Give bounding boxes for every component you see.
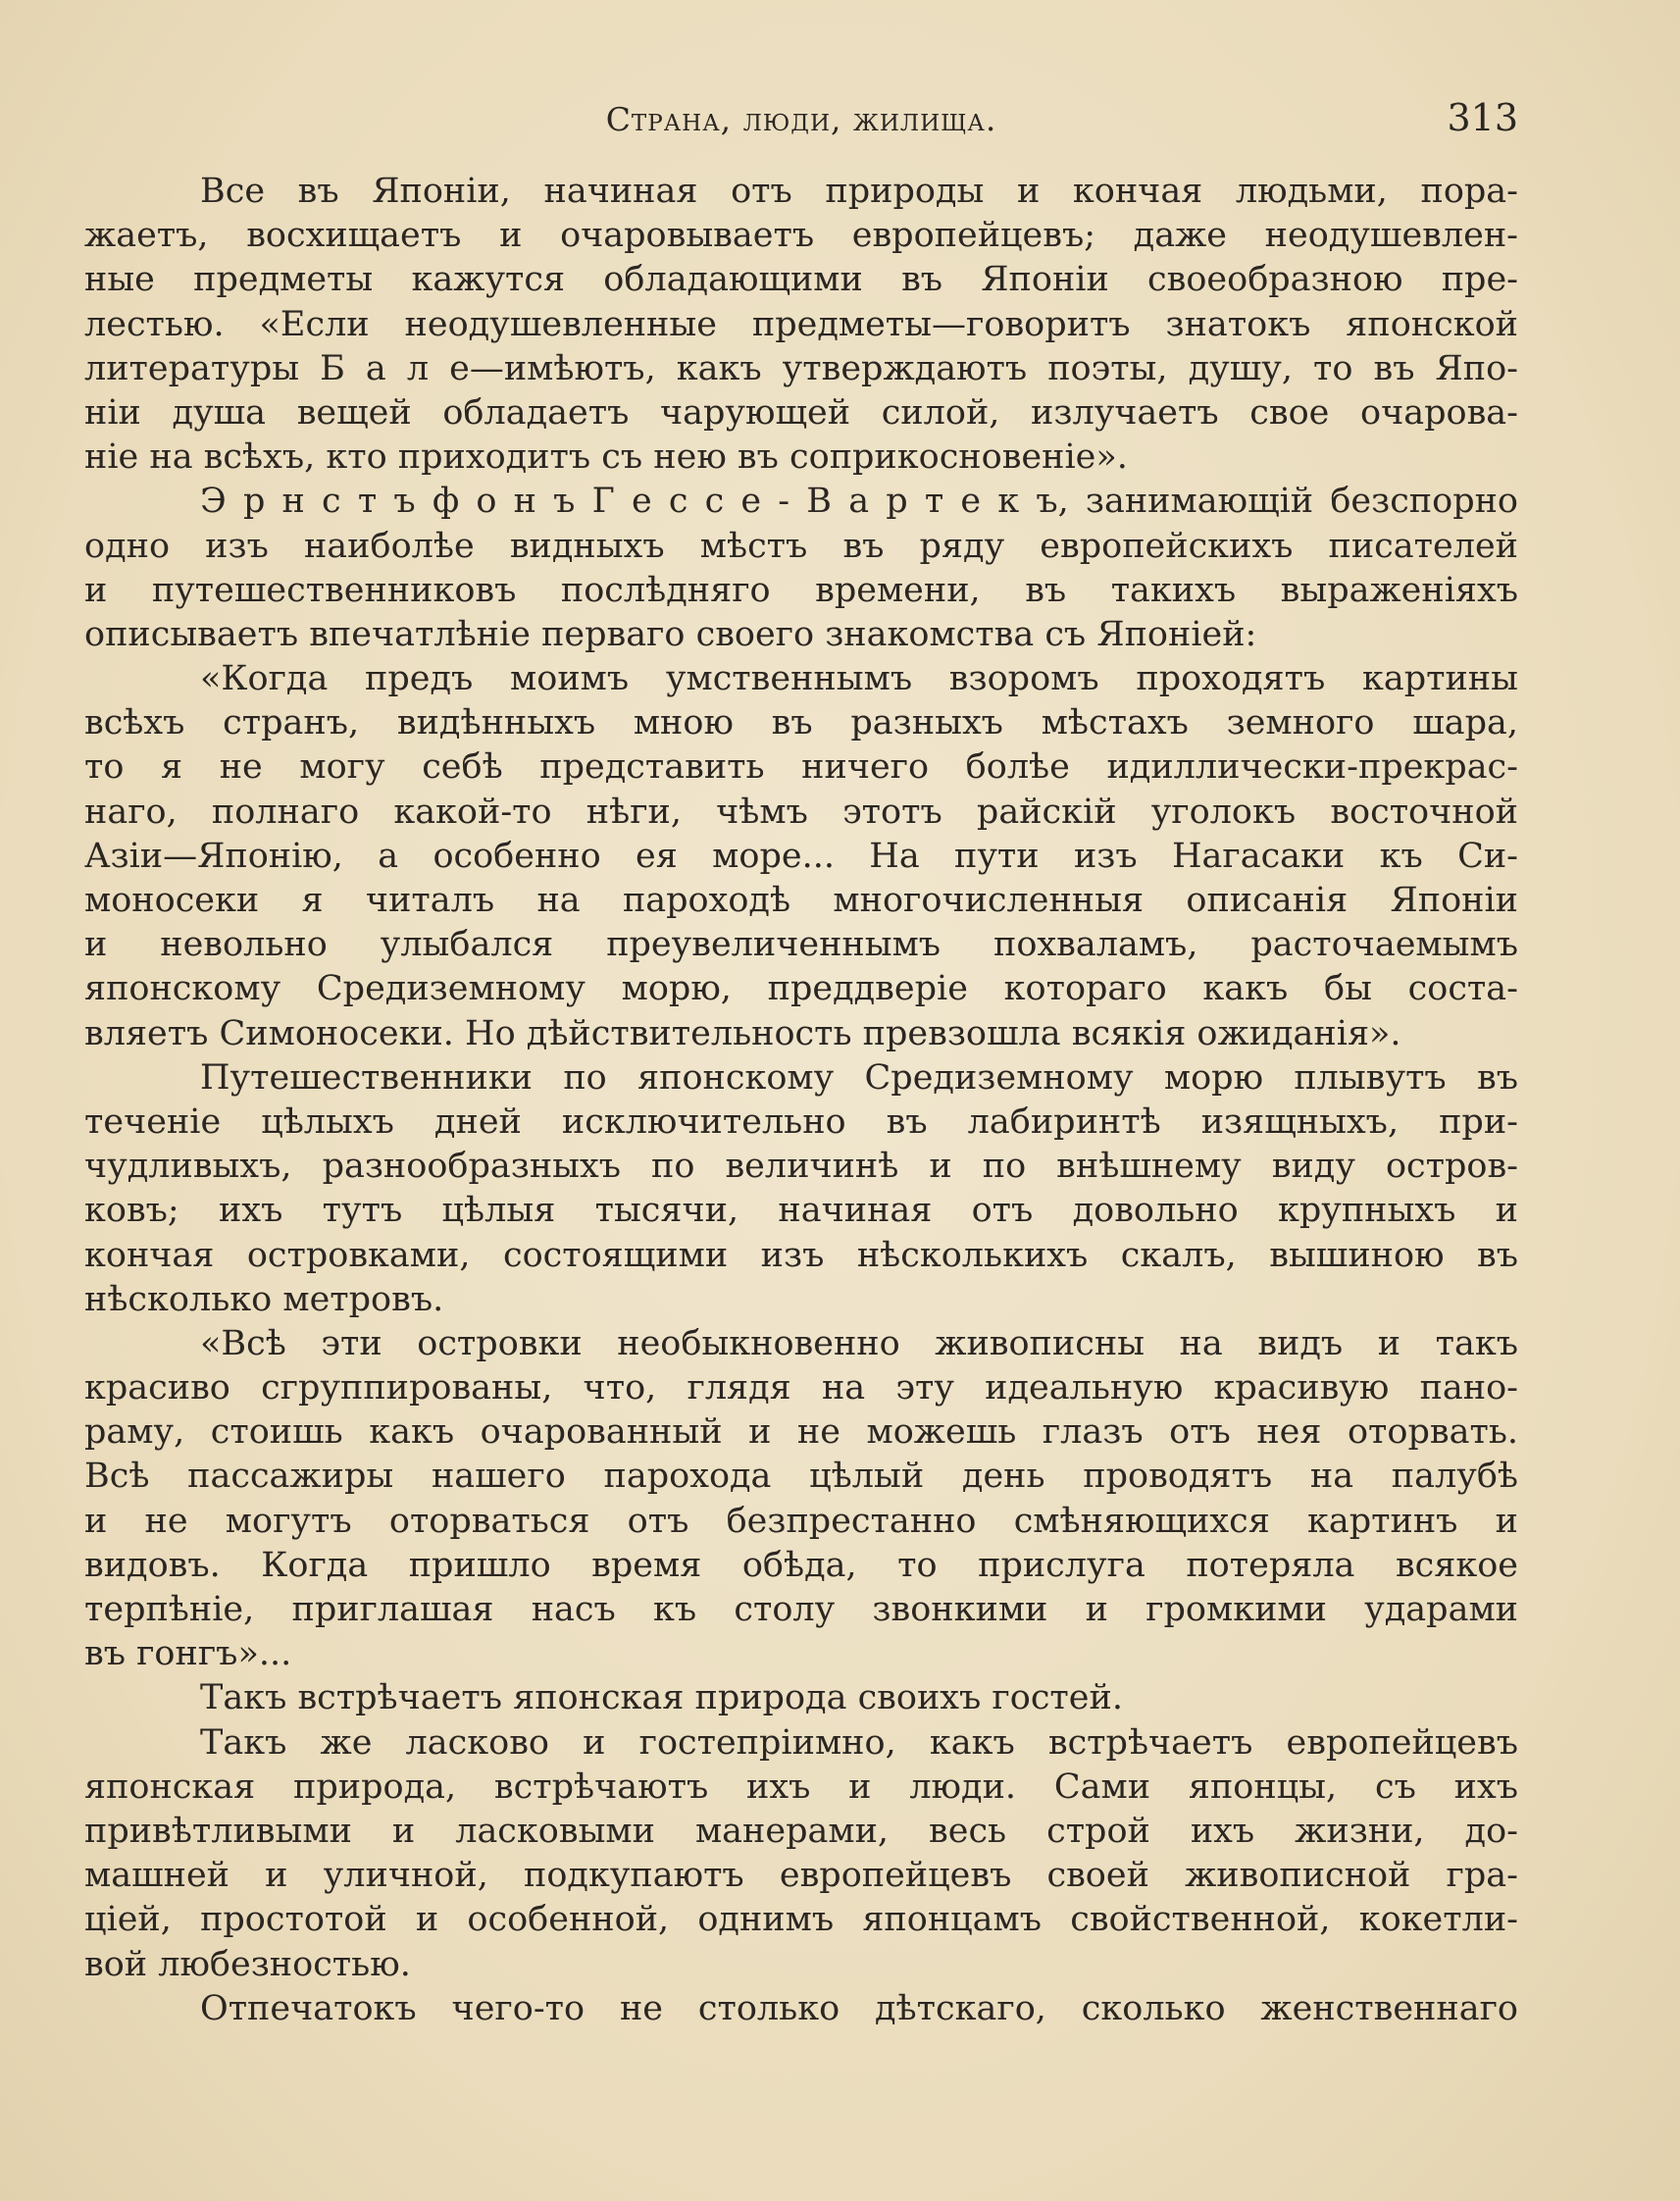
text-line: Отпечатокъ чего-то не столько дѣтскаго, сколько женственнаго — [200, 1988, 1518, 2028]
text-line: чудливыхъ, разнообразныхъ по величинѣ и по внѣшнему виду остров- — [84, 1147, 1518, 1187]
text-line: всѣхъ странъ, видѣнныхъ мною въ разныхъ мѣстахъ земного шара, — [84, 703, 1518, 743]
text-line: одно изъ наиболѣе видныхъ мѣстъ въ ряду европейскихъ писателей — [84, 526, 1518, 566]
text-line: нiи душа вещей обладаетъ чарующей силой, излучаетъ свое очарова- — [84, 392, 1518, 433]
text-line: ные предметы кажутся обладающими въ Японiи своеобразною пре- — [84, 260, 1518, 300]
text-line: Путешественники по японскому Средиземному морю плывутъ въ — [200, 1057, 1518, 1098]
running-title: Страна, люди, жилища. — [605, 100, 997, 138]
text-line: и невольно улыбался преувеличеннымъ похваламъ, расточаемымъ — [84, 925, 1518, 965]
text-line: вляетъ Симоносеки. Но дѣйствительность превзошла всякiя ожиданiя». — [84, 1013, 1401, 1053]
text-line: нiе на всѣхъ, кто приходитъ съ нею въ соприкосновенiе». — [84, 437, 1128, 478]
running-head — [84, 96, 1518, 145]
text-line: раму, стоишь какъ очарованный и не можешь глазъ отъ нея оторвать. — [84, 1412, 1518, 1453]
body-text — [84, 170, 1518, 2031]
text-line: вой любезностью. — [84, 1944, 411, 1984]
text-line: кончая островками, состоящими изъ нѣсколькихъ скалъ, вышиною въ — [84, 1235, 1518, 1275]
text-line: теченiе цѣлыхъ дней исключительно въ лабиринтѣ изящныхъ, при- — [84, 1101, 1518, 1142]
text-line: Такъ встрѣчаетъ японская природа своихъ гостей. — [200, 1678, 1123, 1718]
text-line: японскому Средиземному морю, преддверiе котораго какъ бы соста- — [84, 969, 1518, 1009]
text-line: Все въ Японiи, начиная отъ природы и кончая людьми, пора- — [200, 172, 1518, 211]
text-line: Азiи—Японiю, а особенно ея море... На пути изъ Нагасаки къ Си- — [84, 836, 1518, 876]
text-line: машней и уличной, подкупаютъ европейцевъ своей живописной гра- — [84, 1856, 1518, 1896]
text-line: нѣсколько метровъ. — [84, 1279, 444, 1319]
text-line: «Когда предъ моимъ умственнымъ взоромъ проходятъ картины — [200, 659, 1518, 699]
text-line: литературы Б а л е—имѣютъ, какъ утверждаютъ поэты, душу, то въ Япо- — [84, 348, 1518, 388]
text-line: видовъ. Когда пришло время обѣда, то прислуга потеряла всякое — [84, 1545, 1518, 1585]
text-line: то я не могу себѣ представить ничего болѣе идиллически-прекрас- — [84, 747, 1518, 788]
text-line: и не могутъ оторваться отъ безпрестанно смѣняющихся картинъ и — [84, 1501, 1518, 1541]
text-line: жаетъ, восхищаетъ и очаровываетъ европейцевъ; даже неодушевлен- — [84, 216, 1518, 256]
page-number: 313 — [1447, 96, 1518, 139]
text-line: въ гонгъ»... — [84, 1634, 292, 1674]
text-line: Э р н с т ъ ф о н ъ Г е с с е - В а р т е к ъ, занимающiй безспорно — [200, 482, 1518, 522]
text-line: Такъ же ласково и гостепрiимно, какъ встрѣчаетъ европейцевъ — [200, 1722, 1518, 1763]
text-line: Всѣ пассажиры нашего парохода цѣлый день проводятъ на палубѣ — [84, 1457, 1518, 1497]
text-line: описываетъ впечатлѣнiе перваго своего знакомства съ Японiей: — [84, 614, 1257, 654]
text-line: наго, полнаго какой-то нѣги, чѣмъ этотъ райскiй уголокъ восточной — [84, 792, 1518, 832]
text-line: лестью. «Если неодушевленные предметы—говоритъ знатокъ японской — [84, 304, 1518, 344]
text-line: японская природа, встрѣчаютъ ихъ и люди. Сами японцы, съ ихъ — [84, 1766, 1518, 1807]
text-line: цiей, простотой и особенной, однимъ японцамъ свойственной, кокетли- — [84, 1900, 1518, 1940]
text-line: и путешественниковъ послѣдняго времени, въ такихъ выраженiяхъ — [84, 570, 1518, 610]
text-line: привѣтливыми и ласковыми манерами, весь строй ихъ жизни, до- — [84, 1811, 1518, 1851]
text-line: терпѣнiе, приглашая насъ къ столу звонкими и громкими ударами — [84, 1590, 1518, 1629]
text-line: «Всѣ эти островки необыкновенно живописны на видъ и такъ — [200, 1323, 1518, 1363]
text-line: ковъ; ихъ тутъ цѣлыя тысячи, начиная отъ довольно крупныхъ и — [84, 1191, 1518, 1231]
text-line: красиво сгруппированы, что, глядя на эту идеальную красивую пано- — [84, 1368, 1518, 1408]
text-line: моносеки я читалъ на пароходѣ многочисленныя описанiя Японiи — [84, 881, 1518, 920]
